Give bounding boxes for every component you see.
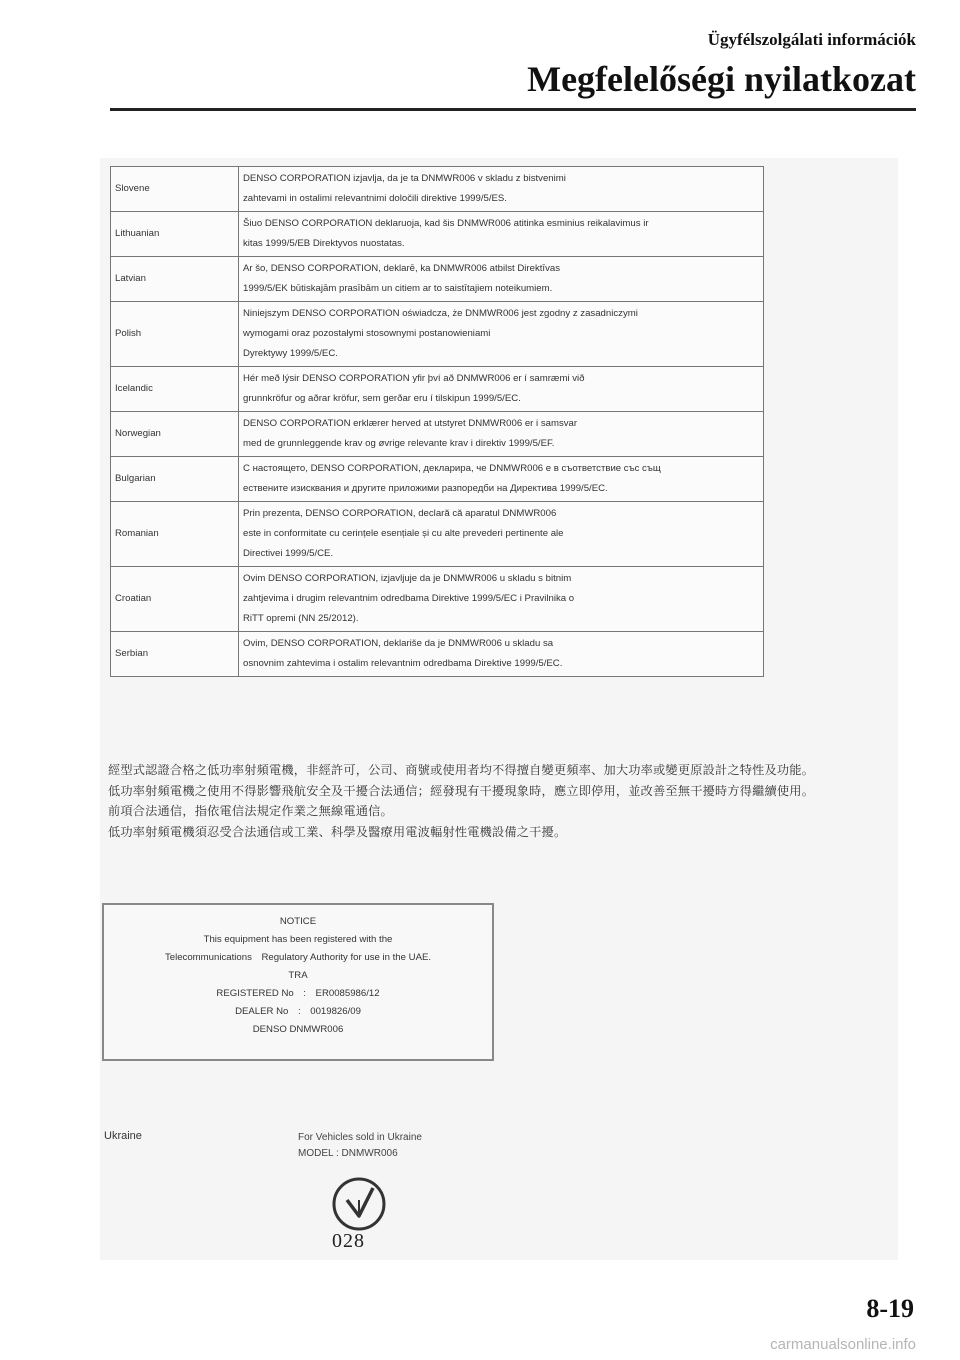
declaration-row xyxy=(111,257,764,302)
declaration-row xyxy=(111,457,764,502)
declaration-text-line: С настоящето, DENSO CORPORATION, декларира, че DNMWR006 е в съответствие със същ xyxy=(243,463,661,474)
header-rule xyxy=(110,108,916,111)
declaration-text-line: este in conformitate cu cerințele esențiale și cu alte prevederi pertinente ale xyxy=(243,528,564,539)
declaration-text xyxy=(239,567,764,632)
declaration-text-line: DENSO CORPORATION erklærer herved at utstyret DNMWR006 er i samsvar xyxy=(243,418,578,429)
declaration-text-line: zahtevami in ostalimi relevantnimi določili direktive 1999/5/ES. xyxy=(243,193,507,204)
page-number: 8-19 xyxy=(866,1294,914,1323)
uae-dealer-number: DEALER No : 0019826/09 xyxy=(235,1006,361,1017)
declaration-row xyxy=(111,502,764,567)
declaration-text xyxy=(239,412,764,457)
declaration-language: Croatian xyxy=(111,567,239,632)
ukraine-label: Ukraine xyxy=(104,1130,142,1142)
page-title: Megfelelőségi nyilatkozat xyxy=(527,59,916,99)
declaration-text-line: ествените изисквания и другите приложими разпоредби на Директива 1999/5/ЕС. xyxy=(243,483,608,494)
declaration-language: Bulgarian xyxy=(111,457,239,502)
declaration-text xyxy=(239,212,764,257)
declaration-row xyxy=(111,302,764,367)
taiwan-notice-line: 低功率射頻電機之使用不得影響飛航安全及干擾合法通信；經發現有干擾現象時，應立即停用，並改善至無干擾時方得繼續使用。 xyxy=(108,783,815,798)
declaration-text-line: Ovim DENSO CORPORATION, izjavljuje da je DNMWR006 u skladu s bitnim xyxy=(243,573,572,584)
declaration-text-line: kitas 1999/5/EB Direktyvos nuostatas. xyxy=(243,238,405,249)
scanned-declaration-page xyxy=(100,158,898,1260)
declaration-text-line: Hér með lýsir DENSO CORPORATION yfir því að DNMWR006 er í samræmi við xyxy=(243,373,585,384)
declaration-language: Serbian xyxy=(111,632,239,677)
declaration-language: Slovene xyxy=(111,167,239,212)
declaration-text-line: Ovim, DENSO CORPORATION, deklariše da je DNMWR006 u skladu sa xyxy=(243,638,554,649)
taiwan-notice xyxy=(108,760,894,842)
declaration-language: Norwegian xyxy=(111,412,239,457)
uae-notice-line: TRA xyxy=(288,970,308,981)
declaration-text xyxy=(239,167,764,212)
declaration-language: Romanian xyxy=(111,502,239,567)
ukraine-conformity-mark-icon xyxy=(331,1176,387,1232)
declaration-text xyxy=(239,302,764,367)
declaration-text-line: wymogami oraz pozostałymi stosownymi postanowieniami xyxy=(243,328,491,339)
declaration-language: Icelandic xyxy=(111,367,239,412)
declaration-row xyxy=(111,632,764,677)
ukraine-info-line: For Vehicles sold in Ukraine xyxy=(298,1132,422,1143)
declaration-text xyxy=(239,367,764,412)
declaration-text xyxy=(239,502,764,567)
declaration-language: Latvian xyxy=(111,257,239,302)
taiwan-notice-line: 低功率射頻電機須忍受合法通信或工業、科學及醫療用電波輻射性電機設備之干擾。 xyxy=(108,824,567,839)
declaration-table xyxy=(110,166,764,677)
uae-registered-number: REGISTERED No : ER0085986/12 xyxy=(216,988,380,999)
declaration-row xyxy=(111,167,764,212)
declaration-text xyxy=(239,457,764,502)
declaration-text xyxy=(239,257,764,302)
declaration-row xyxy=(111,412,764,457)
declaration-row xyxy=(111,567,764,632)
declaration-text-line: Directivei 1999/5/CE. xyxy=(243,548,334,559)
declaration-row xyxy=(111,212,764,257)
declaration-text-line: RiTT opremi (NN 25/2012). xyxy=(243,613,359,624)
declaration-language: Polish xyxy=(111,302,239,367)
declaration-text-line: DENSO CORPORATION izjavlja, da je ta DNMWR006 v skladu z bistvenimi xyxy=(243,173,566,184)
ukraine-info-line: MODEL : DNMWR006 xyxy=(298,1148,398,1159)
declaration-text-line: 1999/5/EK būtiskajām prasībām un citiem ar to saistītajiem noteikumiem. xyxy=(243,283,553,294)
uae-notice-line: Telecommunications Regulatory Authority for use in the UAE. xyxy=(164,952,432,963)
uae-notice-box xyxy=(102,903,494,1061)
declaration-language: Lithuanian xyxy=(111,212,239,257)
declaration-text-line: Šiuo DENSO CORPORATION deklaruoja, kad šis DNMWR006 atitinka esminius reikalavimus ir xyxy=(243,218,649,229)
uae-model: DENSO DNMWR006 xyxy=(252,1024,344,1035)
declaration-text xyxy=(239,632,764,677)
watermark: carmanualsonline.info xyxy=(770,1336,916,1353)
declaration-text-line: Dyrektywy 1999/5/EC. xyxy=(243,348,338,359)
taiwan-notice-line: 經型式認證合格之低功率射頻電機，非經許可，公司、商號或使用者均不得擅自變更頻率、加大功率或變更原設計之特性及功能。 xyxy=(108,763,815,777)
declaration-text-line: Niniejszym DENSO CORPORATION oświadcza, że DNMWR006 jest zgodny z zasadniczymi xyxy=(243,308,638,319)
declaration-text-line: grunnkröfur og aðrar kröfur, sem gerðar eru í tilskipun 1999/5/EC. xyxy=(243,393,521,404)
uae-notice-heading: NOTICE xyxy=(279,916,317,927)
header-section-label: Ügyfélszolgálati információk xyxy=(707,30,916,49)
declaration-row xyxy=(111,367,764,412)
declaration-text-line: med de grunnleggende krav og øvrige relevante krav i direktiv 1999/5/EF. xyxy=(243,438,555,449)
declaration-text-line: Ar šo, DENSO CORPORATION, deklarē, ka DNMWR006 atbilst Direktīvas xyxy=(243,263,561,274)
ukraine-info xyxy=(298,1130,422,1162)
taiwan-notice-line: 前項合法通信，指依電信法規定作業之無線電通信。 xyxy=(108,804,393,818)
ukraine-mark-code: 028 xyxy=(332,1230,365,1252)
declaration-text-line: Prin prezenta, DENSO CORPORATION, declară că aparatul DNMWR006 xyxy=(243,508,557,519)
uae-notice-line: This equipment has been registered with the xyxy=(203,934,393,945)
declaration-text-line: osnovnim zahtevima i ostalim relevantnim odredbama Direktive 1999/5/EC. xyxy=(243,658,563,669)
declaration-text-line: zahtjevima i drugim relevantnim odredbama Direktive 1999/5/EC i Pravilnika o xyxy=(243,593,575,604)
